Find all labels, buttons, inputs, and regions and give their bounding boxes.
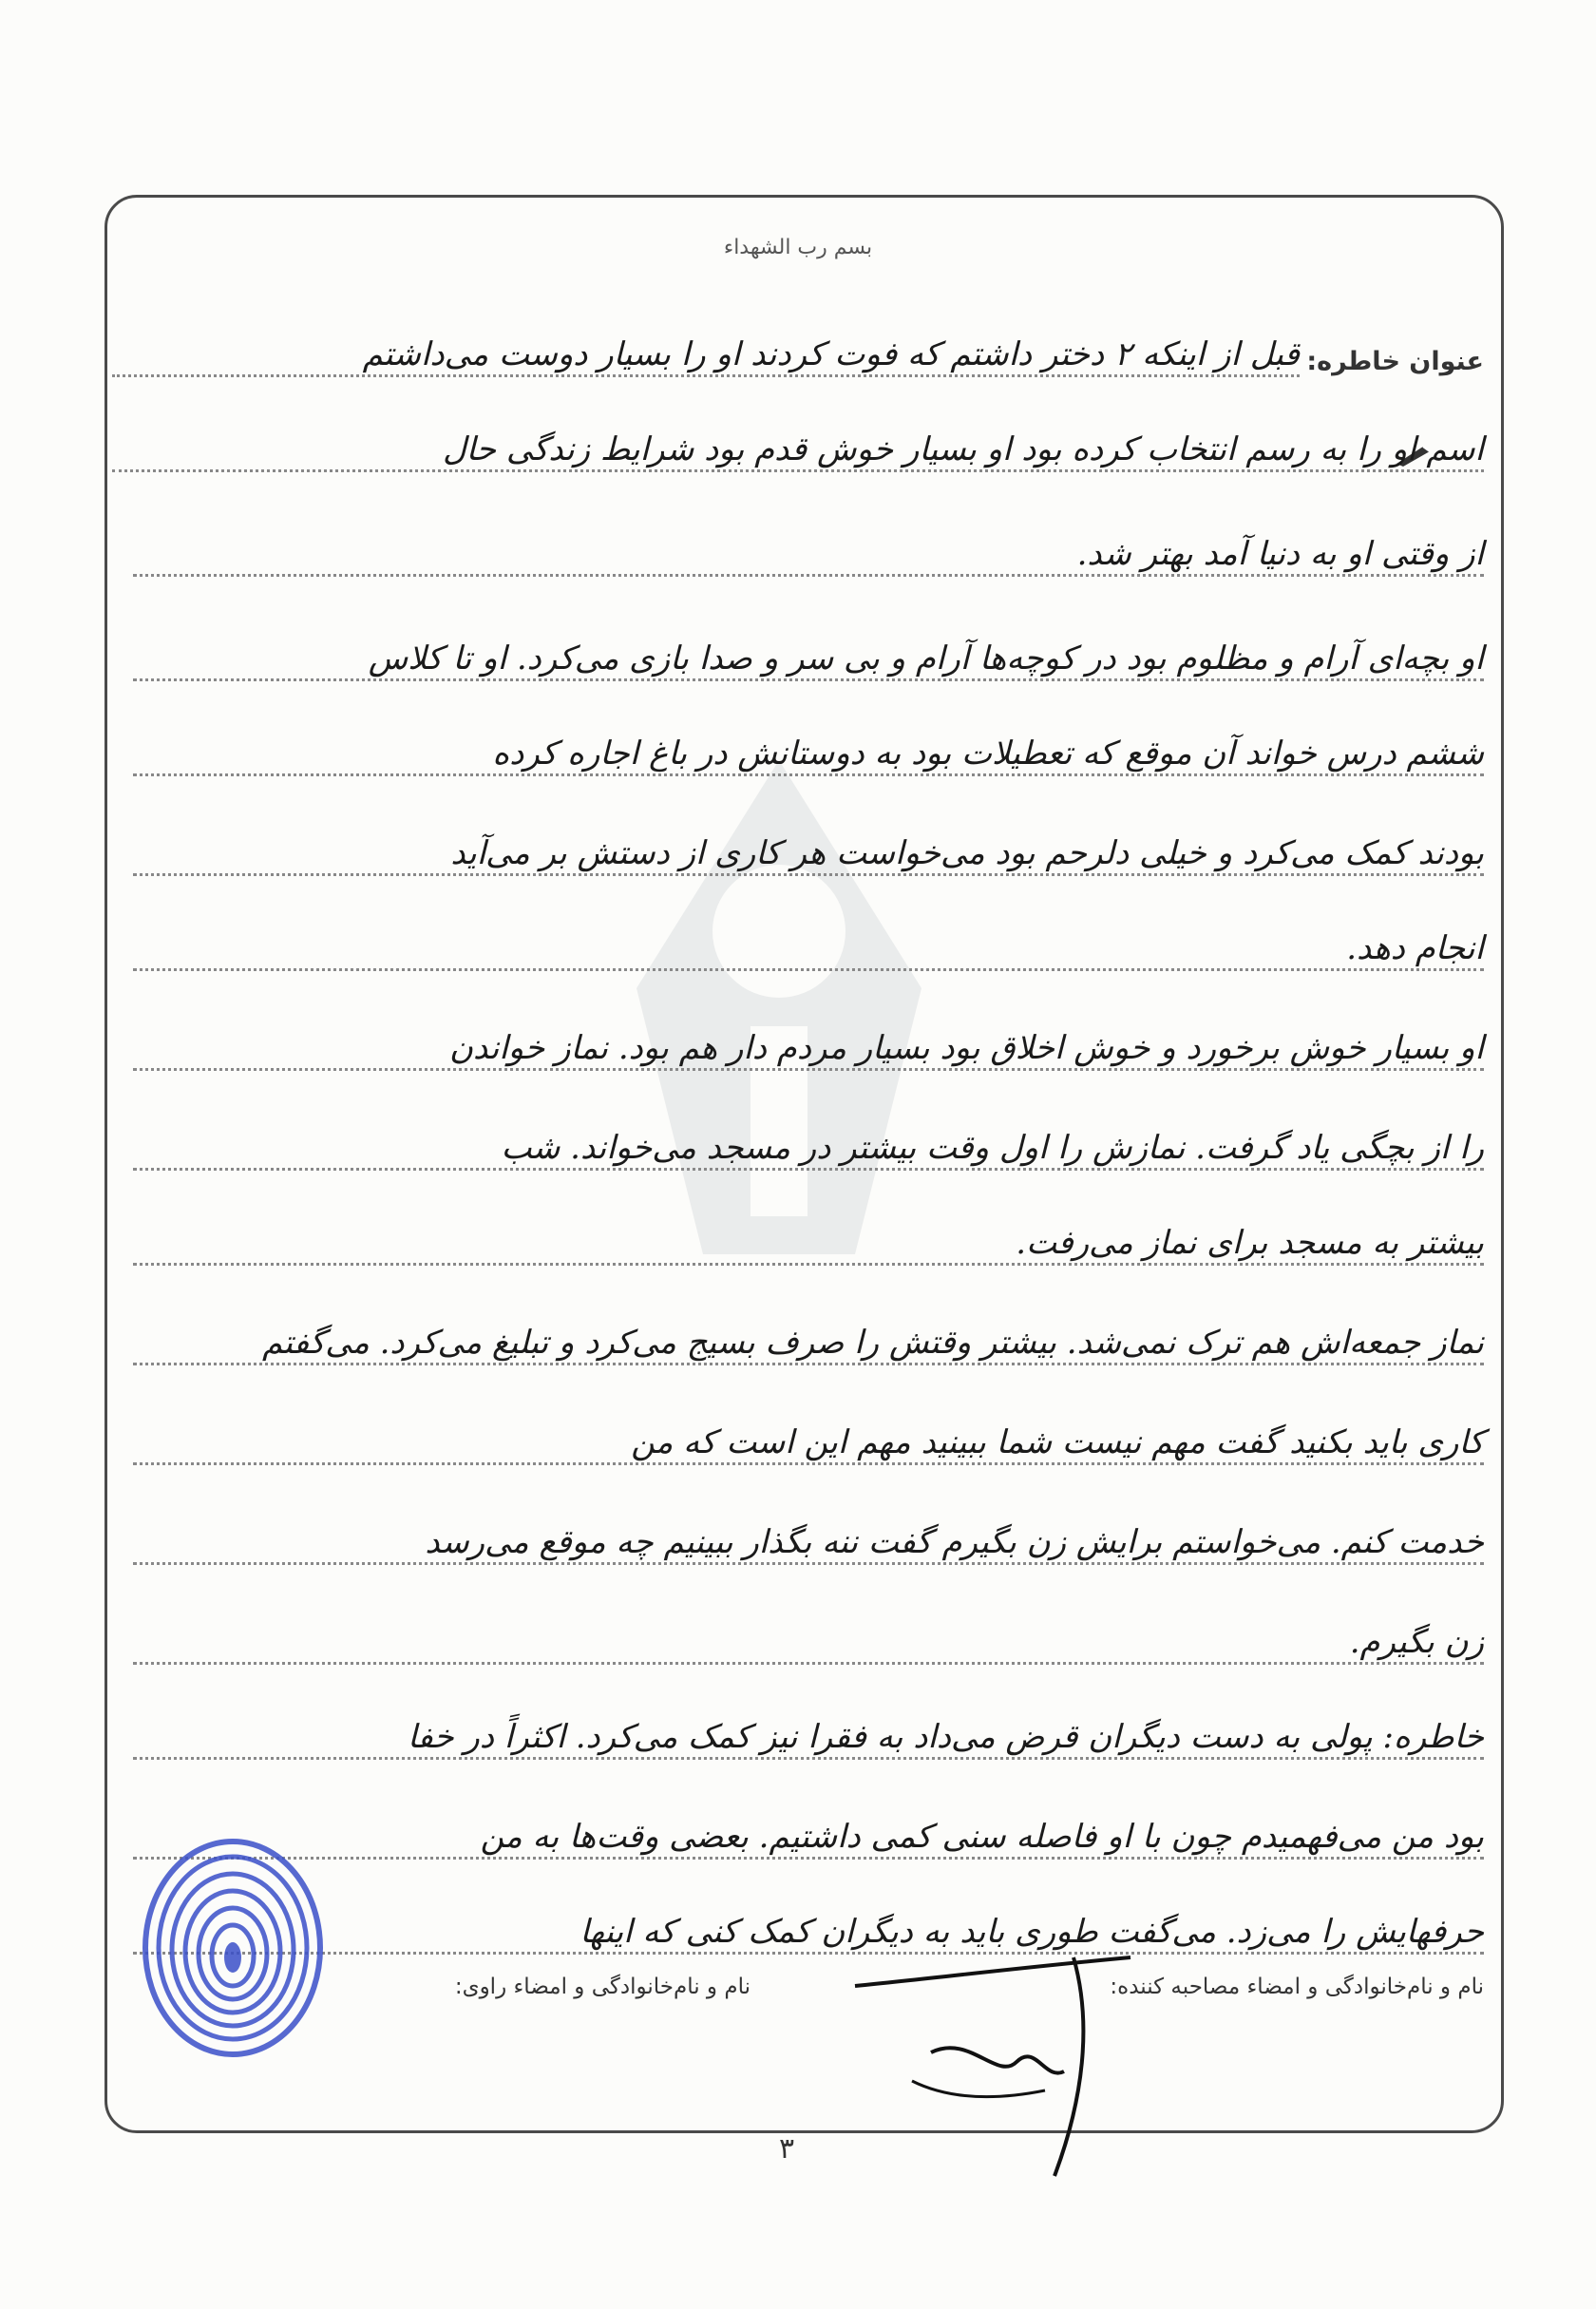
text-line — [133, 717, 1484, 782]
text-line — [133, 1406, 1484, 1471]
page-number: ۳ — [779, 2132, 795, 2166]
handwritten-text: خدمت کنم. می‌خواستم برایش زن بگیرم گفت ننه بگذار ببینیم چه موقع می‌رسد — [425, 1523, 1484, 1561]
handwritten-text: او بچه‌ای آرام و مظلوم بود در کوچه‌ها آرام و بی سر و صدا بازی می‌کرد. او تا کلاس — [368, 639, 1484, 677]
handwritten-text: انجام دهد. — [1346, 929, 1484, 967]
text-line — [133, 1896, 1484, 1960]
handwritten-text: اسم او را به رسم انتخاب کرده بود او بسیار خوش قدم بود شرایط زندگی حال — [442, 430, 1484, 468]
text-line — [133, 1207, 1484, 1271]
handwritten-text: بیشتر به مسجد برای نماز می‌رفت. — [1016, 1224, 1484, 1262]
text-line — [112, 318, 1300, 383]
text-line — [133, 817, 1484, 882]
handwritten-text: او بسیار خوش برخورد و خوش اخلاق بود بسیار مردم دار هم بود. نماز خواندن — [449, 1029, 1484, 1067]
text-line — [112, 413, 1484, 478]
signature-mark — [836, 1938, 1150, 2185]
handwritten-text: ششم درس خواند آن موقع که تعطیلات بود به دوستانش در باغ اجاره کرده — [492, 735, 1484, 773]
handwritten-text: حرفهایش را می‌زد. می‌گفت طوری باید به دیگران کمک کنی که اینها — [580, 1913, 1484, 1951]
text-line — [133, 622, 1484, 687]
handwritten-text: خاطره: پولی به دست دیگران قرض می‌داد به فقرا نیز کمک می‌کرد. اکثراً در خفا — [408, 1718, 1484, 1756]
handwritten-text: کاری باید بکنید گفت مهم نیست شما ببینید مهم این است که من — [631, 1423, 1484, 1461]
text-line — [133, 1701, 1484, 1765]
memory-title-label: عنوان خاطره: — [1306, 347, 1484, 376]
narrator-signature-label: نام و نام‌خانوادگی و امضاء راوی: — [454, 1975, 750, 1999]
handwritten-text: نماز جمعه‌اش هم ترک نمی‌شد. بیشتر وقتش را صرف بسیج می‌کرد و تبلیغ می‌کرد. می‌گفتم — [261, 1324, 1484, 1362]
fingerprint-icon — [133, 1834, 332, 2062]
text-line — [133, 1606, 1484, 1670]
text-line — [133, 518, 1484, 582]
handwritten-text: را از بچگی یاد گرفت. نمازش را اول وقت بیشتر در مسجد می‌خواند. شب — [501, 1129, 1484, 1167]
text-line — [133, 1012, 1484, 1077]
page-header: بسم رب الشهداء — [723, 236, 873, 259]
text-line — [133, 1506, 1484, 1571]
interviewer-signature-label: نام و نام‌خانوادگی و امضاء مصاحبه کننده: — [1110, 1975, 1484, 1999]
handwritten-text: از وقتی او به دنیا آمد بهتر شد. — [1076, 535, 1484, 573]
text-line — [133, 1112, 1484, 1176]
text-line — [133, 912, 1484, 977]
text-line — [133, 1801, 1484, 1865]
handwritten-text: قبل از اینکه ۲ دختر داشتم که فوت کردند او را بسیار دوست می‌داشتم — [362, 335, 1300, 373]
handwritten-text: زن بگیرم. — [1349, 1623, 1484, 1661]
handwritten-text: بودند کمک می‌کرد و خیلی دلرحم بود می‌خواست هر کاری از دستش بر می‌آید — [450, 834, 1484, 872]
text-line — [133, 1307, 1484, 1371]
handwritten-text: بود من می‌فهمیدم چون با او فاصله سنی کمی داشتیم. بعضی وقت‌ها به من — [480, 1818, 1484, 1856]
